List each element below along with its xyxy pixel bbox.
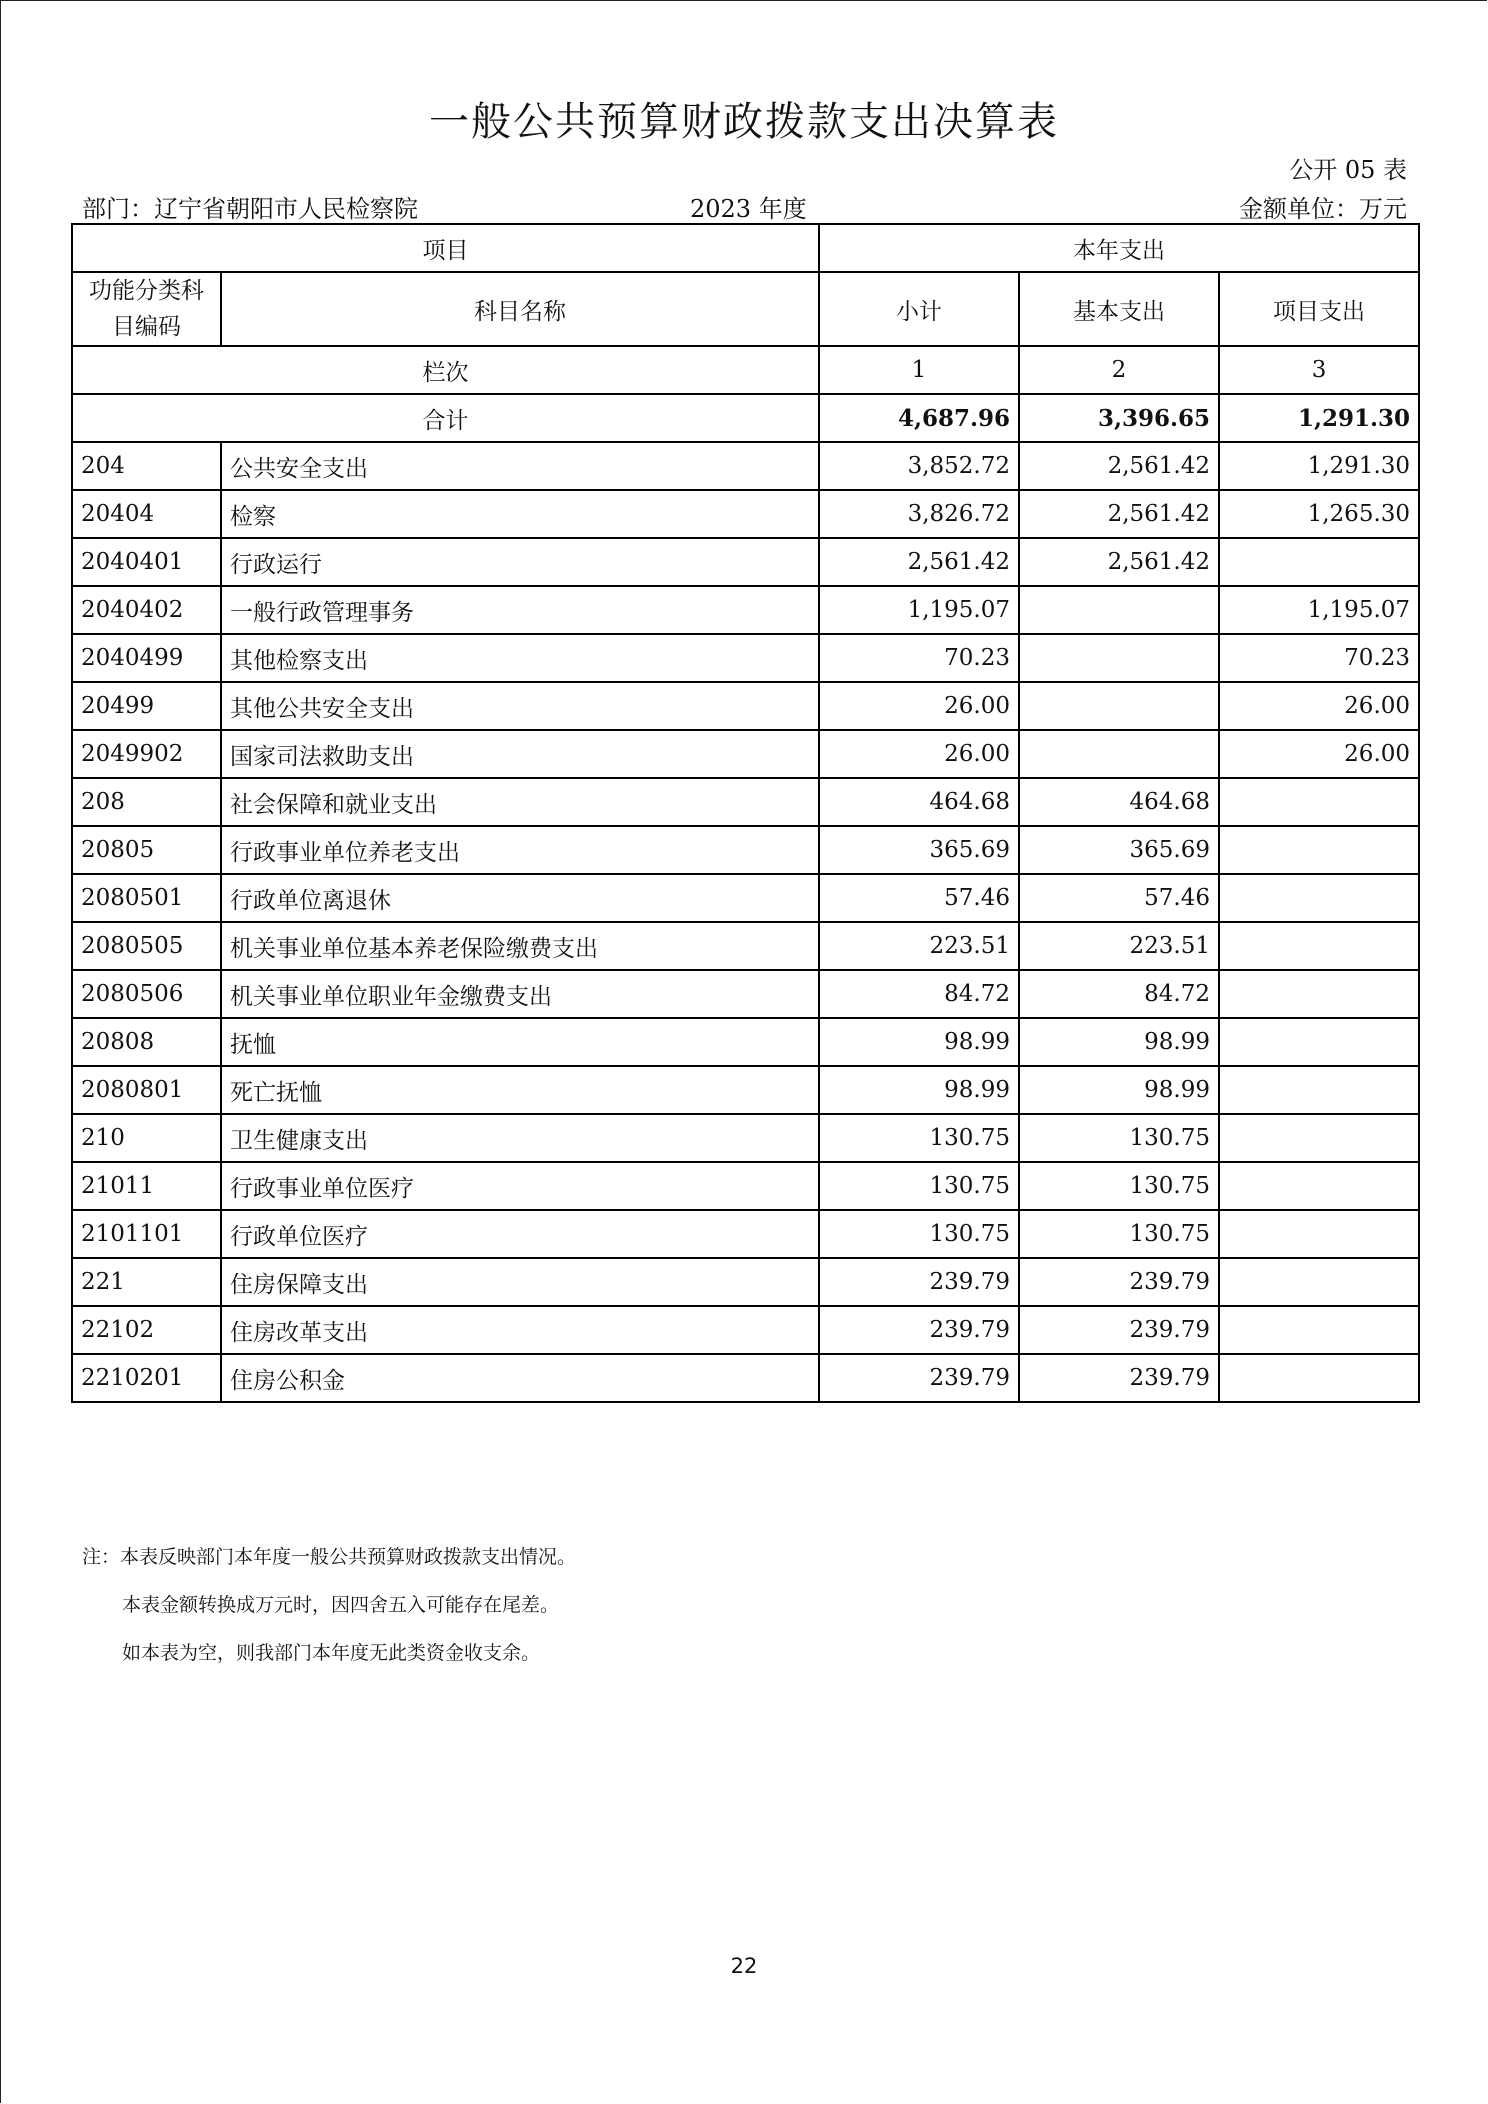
row-name: 其他公共安全支出: [221, 682, 819, 730]
row-basic: 2,561.42: [1019, 442, 1219, 490]
row-code: 2080505: [72, 922, 221, 970]
table-row: [72, 682, 1419, 730]
row-name: 行政运行: [221, 538, 819, 586]
table-row: [72, 1162, 1419, 1210]
row-project: [1219, 1258, 1419, 1306]
table-row: [72, 1066, 1419, 1114]
row-name: 检察: [221, 490, 819, 538]
total-row: [72, 394, 1419, 442]
row-project: [1219, 538, 1419, 586]
row-project: [1219, 874, 1419, 922]
row-subtotal: 130.75: [819, 1162, 1019, 1210]
row-code: 20404: [72, 490, 221, 538]
row-name: 机关事业单位基本养老保险缴费支出: [221, 922, 819, 970]
row-code: 2049902: [72, 730, 221, 778]
row-name: 住房公积金: [221, 1354, 819, 1402]
row-basic: 239.79: [1019, 1306, 1219, 1354]
row-basic: 2,561.42: [1019, 490, 1219, 538]
row-subtotal: 26.00: [819, 730, 1019, 778]
row-name: 社会保障和就业支出: [221, 778, 819, 826]
row-subtotal: 239.79: [819, 1258, 1019, 1306]
row-project: [1219, 1114, 1419, 1162]
page-number: 22: [730, 1954, 758, 1978]
table-row: [72, 970, 1419, 1018]
header-name: 科目名称: [221, 272, 819, 346]
total-subtotal: 4,687.96: [819, 394, 1019, 442]
row-basic: 130.75: [1019, 1210, 1219, 1258]
row-basic: 98.99: [1019, 1018, 1219, 1066]
row-subtotal: 464.68: [819, 778, 1019, 826]
expenditure-table: [71, 223, 1420, 1403]
row-name: 行政事业单位养老支出: [221, 826, 819, 874]
row-subtotal: 239.79: [819, 1354, 1019, 1402]
row-project: [1219, 970, 1419, 1018]
note-line: 注：本表反映部门本年度一般公共预算财政拨款支出情况。: [82, 1546, 577, 1568]
row-name: 机关事业单位职业年金缴费支出: [221, 970, 819, 1018]
row-project: [1219, 826, 1419, 874]
note-line: 本表金额转换成万元时，因四舍五入可能存在尾差。: [122, 1594, 560, 1616]
row-project: [1219, 1354, 1419, 1402]
row-code: 20808: [72, 1018, 221, 1066]
row-basic: 239.79: [1019, 1258, 1219, 1306]
table-row: [72, 922, 1419, 970]
row-subtotal: 1,195.07: [819, 586, 1019, 634]
row-code: 221: [72, 1258, 221, 1306]
note-line: 如本表为空，则我部门本年度无此类资金收支余。: [122, 1642, 541, 1664]
table-row: [72, 1018, 1419, 1066]
row-basic: 464.68: [1019, 778, 1219, 826]
total-basic: 3,396.65: [1019, 394, 1219, 442]
row-name: 国家司法救助支出: [221, 730, 819, 778]
row-project: 1,195.07: [1219, 586, 1419, 634]
row-code: 2080801: [72, 1066, 221, 1114]
row-basic: 130.75: [1019, 1114, 1219, 1162]
row-name: 行政单位医疗: [221, 1210, 819, 1258]
row-code: 2040401: [72, 538, 221, 586]
row-basic: 130.75: [1019, 1162, 1219, 1210]
column-order-row: [72, 346, 1419, 394]
table-row: [72, 1210, 1419, 1258]
row-name: 一般行政管理事务: [221, 586, 819, 634]
table-row: [72, 730, 1419, 778]
row-code: 21011: [72, 1162, 221, 1210]
row-project: [1219, 1210, 1419, 1258]
row-name: 住房保障支出: [221, 1258, 819, 1306]
form-number: 公开 05 表: [1289, 156, 1407, 184]
row-subtotal: 130.75: [819, 1210, 1019, 1258]
row-name: 死亡抚恤: [221, 1066, 819, 1114]
row-basic: 2,561.42: [1019, 538, 1219, 586]
column-order-label: 栏次: [72, 346, 819, 394]
row-subtotal: 130.75: [819, 1114, 1019, 1162]
row-subtotal: 365.69: [819, 826, 1019, 874]
row-project: [1219, 1162, 1419, 1210]
table-row: [72, 490, 1419, 538]
row-code: 2210201: [72, 1354, 221, 1402]
row-project: 26.00: [1219, 730, 1419, 778]
row-basic: 57.46: [1019, 874, 1219, 922]
row-project: 1,265.30: [1219, 490, 1419, 538]
row-subtotal: 3,826.72: [819, 490, 1019, 538]
header-code: 功能分类科目编码: [72, 272, 221, 346]
row-name: 其他检察支出: [221, 634, 819, 682]
column-order-2: 2: [1019, 346, 1219, 394]
row-subtotal: 57.46: [819, 874, 1019, 922]
row-basic: 84.72: [1019, 970, 1219, 1018]
row-project: 1,291.30: [1219, 442, 1419, 490]
total-project: 1,291.30: [1219, 394, 1419, 442]
row-project: [1219, 1018, 1419, 1066]
row-basic: [1019, 586, 1219, 634]
notes: [82, 1533, 576, 1677]
row-basic: 365.69: [1019, 826, 1219, 874]
row-name: 公共安全支出: [221, 442, 819, 490]
department-label: 部门：辽宁省朝阳市人民检察院: [82, 195, 418, 223]
row-basic: [1019, 730, 1219, 778]
header-subtotal: 小计: [819, 272, 1019, 346]
row-project: 26.00: [1219, 682, 1419, 730]
table-row: [72, 538, 1419, 586]
header-row-2: [72, 272, 1419, 346]
row-name: 行政事业单位医疗: [221, 1162, 819, 1210]
row-project: [1219, 1066, 1419, 1114]
row-subtotal: 26.00: [819, 682, 1019, 730]
row-code: 2040499: [72, 634, 221, 682]
table-body: [72, 442, 1419, 1402]
row-name: 行政单位离退休: [221, 874, 819, 922]
header-project-expense: 项目支出: [1219, 272, 1419, 346]
table-row: [72, 874, 1419, 922]
row-subtotal: 3,852.72: [819, 442, 1019, 490]
total-label: 合计: [72, 394, 819, 442]
header-project: 项目: [72, 224, 819, 272]
row-code: 20805: [72, 826, 221, 874]
row-code: 204: [72, 442, 221, 490]
table-row: [72, 634, 1419, 682]
page-title: 一般公共预算财政拨款支出决算表: [429, 99, 1059, 145]
row-code: 22102: [72, 1306, 221, 1354]
header-current-year-expense: 本年支出: [819, 224, 1419, 272]
column-order-1: 1: [819, 346, 1019, 394]
table-row: [72, 778, 1419, 826]
table-row: [72, 1354, 1419, 1402]
row-name: 住房改革支出: [221, 1306, 819, 1354]
row-code: 2080506: [72, 970, 221, 1018]
row-subtotal: 84.72: [819, 970, 1019, 1018]
row-project: [1219, 1306, 1419, 1354]
amount-unit: 金额单位：万元: [1239, 195, 1407, 223]
row-name: 卫生健康支出: [221, 1114, 819, 1162]
row-basic: 223.51: [1019, 922, 1219, 970]
row-basic: 239.79: [1019, 1354, 1219, 1402]
table-row: [72, 826, 1419, 874]
header-basic: 基本支出: [1019, 272, 1219, 346]
table-row: [72, 442, 1419, 490]
column-order-3: 3: [1219, 346, 1419, 394]
row-code: 20499: [72, 682, 221, 730]
fiscal-year: 2023 年度: [690, 195, 807, 223]
table-row: [72, 1114, 1419, 1162]
table-row: [72, 1258, 1419, 1306]
row-basic: 98.99: [1019, 1066, 1219, 1114]
row-project: [1219, 922, 1419, 970]
table-row: [72, 586, 1419, 634]
row-name: 抚恤: [221, 1018, 819, 1066]
row-subtotal: 70.23: [819, 634, 1019, 682]
row-subtotal: 98.99: [819, 1018, 1019, 1066]
row-subtotal: 2,561.42: [819, 538, 1019, 586]
row-subtotal: 98.99: [819, 1066, 1019, 1114]
row-basic: [1019, 682, 1219, 730]
row-project: [1219, 778, 1419, 826]
row-code: 2040402: [72, 586, 221, 634]
row-project: 70.23: [1219, 634, 1419, 682]
row-basic: [1019, 634, 1219, 682]
row-code: 2080501: [72, 874, 221, 922]
table-row: [72, 1306, 1419, 1354]
row-code: 210: [72, 1114, 221, 1162]
row-code: 208: [72, 778, 221, 826]
header-row-1: [72, 224, 1419, 272]
row-code: 2101101: [72, 1210, 221, 1258]
row-subtotal: 223.51: [819, 922, 1019, 970]
row-subtotal: 239.79: [819, 1306, 1019, 1354]
